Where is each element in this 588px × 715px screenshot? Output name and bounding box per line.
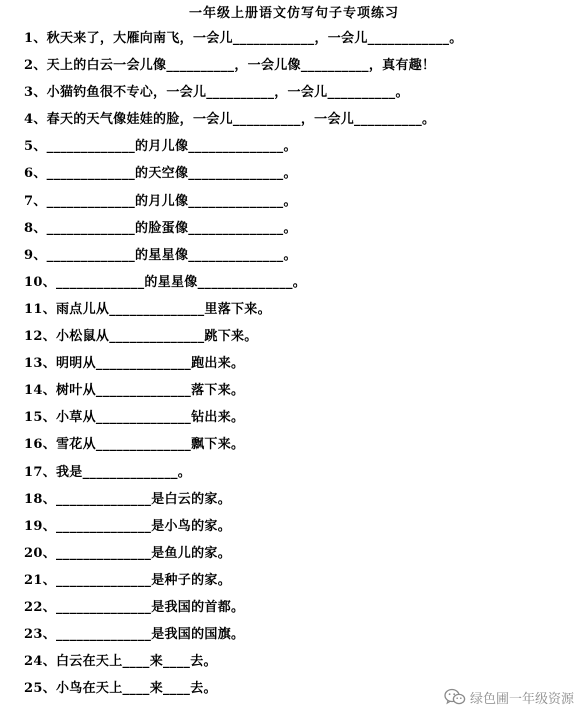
sentence-line-13: 13、明明从______________跑出来。	[24, 356, 245, 372]
watermark	[444, 687, 574, 707]
sentence-line-18: 18、______________是白云的家。	[24, 491, 231, 507]
sentence-line-15: 15、小草从______________钻出来。	[24, 410, 245, 426]
sentence-line-3: 3、小猫钓鱼很不专心，一会儿__________，一会儿__________。	[24, 85, 409, 101]
sentence-line-25: 25、小鸟在天上____来____去。	[24, 681, 217, 697]
sentence-line-23: 23、______________是我国的国旗。	[24, 627, 245, 643]
sentence-line-14: 14、树叶从______________落下来。	[24, 383, 245, 399]
worksheet-title: 一年级上册语文仿写句子专项练习	[188, 6, 399, 21]
sentence-line-6: 6、_____________的天空像______________。	[24, 166, 297, 182]
sentence-line-24: 24、白云在天上____来____去。	[24, 654, 217, 670]
sentence-list	[24, 25, 584, 702]
sentence-line-19: 19、______________是小鸟的家。	[24, 518, 231, 534]
sentence-line-16: 16、雪花从______________飘下来。	[24, 437, 245, 453]
sentence-line-22: 22、______________是我国的首都。	[24, 599, 245, 615]
sentence-line-20: 20、______________是鱼儿的家。	[24, 545, 231, 561]
sentence-line-7: 7、_____________的月儿像______________。	[24, 193, 297, 209]
sentence-line-2: 2、天上的白云一会儿像__________，一会儿像__________，真有趣！	[24, 58, 436, 74]
sentence-line-10: 10、_____________的星星像______________。	[24, 274, 307, 290]
sentence-line-1: 1、秋天来了，大雁向南飞，一会儿____________，一会儿____________。	[24, 31, 463, 46]
sentence-line-4: 4、春天的天气像娃娃的脸，一会儿__________，一会儿__________。	[24, 112, 436, 128]
watermark-text: 绿色圃一年级资源	[469, 691, 574, 707]
sentence-line-5: 5、_____________的月儿像______________。	[24, 139, 297, 155]
wechat-icon	[444, 688, 466, 706]
sentence-line-9: 9、_____________的星星像______________。	[24, 247, 297, 263]
sentence-line-21: 21、______________是种子的家。	[24, 572, 231, 588]
sentence-line-17: 17、我是______________。	[24, 464, 192, 480]
sentence-line-12: 12、小松鼠从______________跳下来。	[24, 329, 258, 345]
sentence-line-8: 8、_____________的脸蛋像______________。	[24, 220, 297, 236]
sentence-line-11: 11、雨点儿从______________里落下来。	[24, 301, 271, 317]
